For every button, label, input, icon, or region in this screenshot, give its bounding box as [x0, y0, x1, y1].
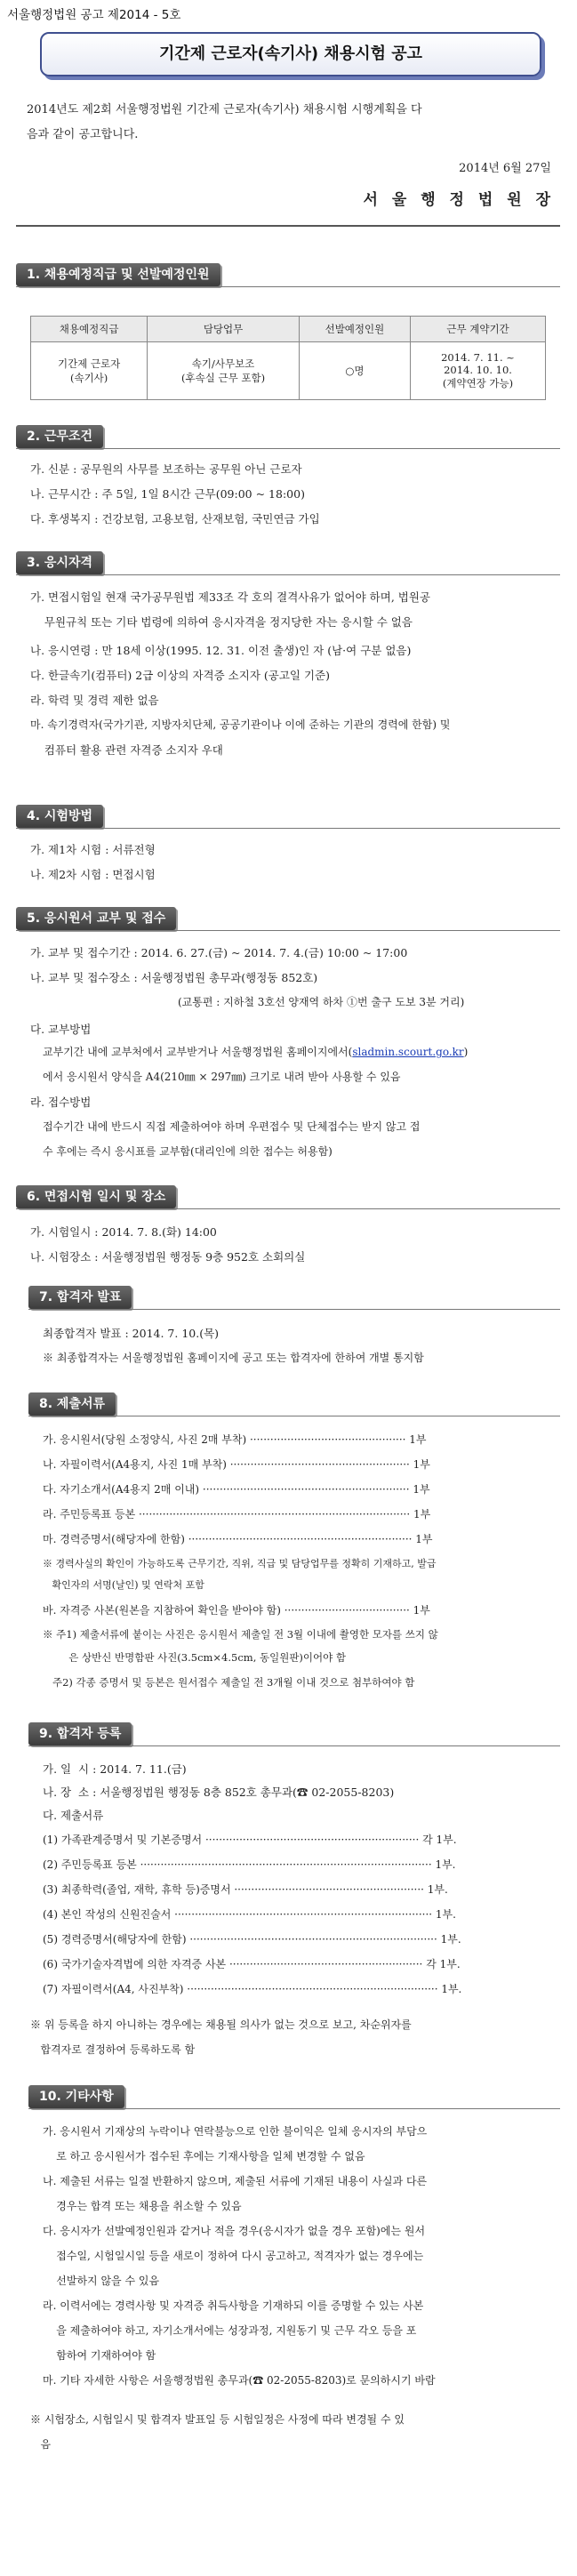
text-line: 합격자로 결정하여 등록하도록 함: [30, 2043, 196, 2056]
table-header: 담당업무: [148, 317, 300, 342]
text-line: (3) 최종학력(졸업, 재학, 휴학 등)증명서 ························································ 1부.: [43, 1883, 448, 1896]
text-line: 나. 교부 및 접수장소 : 서울행정법원 총무과(행정동 852호): [30, 971, 318, 984]
notice-title: 기간제 근로자(속기사) 채용시험 공고: [40, 32, 541, 76]
table-header: 채용예정직급: [31, 317, 148, 342]
text-line: 라. 이력서에는 경력사항 및 자격증 취득사항을 기재하되 이를 증명할 수 있는 사본: [43, 2299, 424, 2312]
divider: [16, 1208, 560, 1209]
text-line: ※ 경력사실의 확인이 가능하도록 근무기간, 직위, 직급 및 담당업무를 정확히 기재하고, 발급: [43, 1558, 437, 1569]
section-5-heading: 5. 응시원서 교부 및 접수: [16, 907, 176, 930]
text-line: 선발하지 않을 수 있음: [43, 2275, 160, 2287]
notice-date: 2014년 6월 27일: [459, 162, 551, 175]
issuer: 서 울 행 정 법 원 장: [363, 191, 555, 209]
text-line: 무원규칙 또는 기타 법령에 의하여 응시자격을 정지당한 자는 응시할 수 없음: [30, 615, 413, 629]
table-header: 선발예정인원: [299, 317, 410, 342]
text-line: 접수일, 시험일시일 등을 새로이 정하여 다시 공고하고, 적격자가 없는 경우에는: [43, 2250, 424, 2262]
text-line: 마. 기타 자세한 사항은 서울행정법원 총무과(☎ 02-2055-8203)로 문의하시기 바람: [43, 2374, 436, 2387]
section-8-heading: 8. 제출서류: [28, 1392, 116, 1416]
text-line: 에서 응시원서 양식을 A4(210㎜ × 297㎜) 크기로 내려 받아 사용할 수 있음: [43, 1071, 401, 1083]
text-line: 바. 자격증 사본(원본을 지참하여 확인을 받아야 함) ····································· 1부: [43, 1604, 430, 1617]
divider: [28, 2108, 560, 2109]
text-line: 마. 경력증명서(해당자에 한함) ·································································· 1부: [43, 1533, 433, 1545]
text-line: 가. 교부 및 접수기간 : 2014. 6. 27.(금) ~ 2014. 7. 4.(금) 10:00 ~ 17:00: [30, 946, 408, 959]
table-cell: 기간제 근로자 (속기사): [31, 342, 148, 400]
text-line: ※ 최종합격자는 서울행정법원 홈페이지에 공고 또는 합격자에 한하여 개별 통지함: [43, 1352, 424, 1364]
text-line: 가. 응시원서(당원 소정양식, 사진 2매 부착) ·············································· 1부: [43, 1433, 427, 1446]
text-line: 나. 근무시간 : 주 5일, 1일 8시간 근무(09:00 ~ 18:00): [30, 487, 305, 501]
table-header: 근무 계약기간: [411, 317, 546, 342]
text-line: 경우는 합격 또는 채용을 취소할 수 있음: [43, 2200, 242, 2212]
text-line: (6) 국가기술자격법에 의한 자격증 사본 ························································· 각 1부.: [43, 1958, 461, 1970]
text-line: 은 상반신 반명함판 사진(3.5cm×4.5cm, 동일원판)이어야 함: [43, 1651, 347, 1664]
text-line: 나. 제2차 시험 : 면접시험: [30, 868, 156, 881]
text-span: 교부기간 내에 교부처에서 교부받거나 서울행정법원 홈페이지에서(: [43, 1046, 353, 1058]
text-line: 로 하고 응시원서가 접수된 후에는 기재사항을 일체 변경할 수 없음: [43, 2150, 365, 2163]
text-line: 나. 장 소 : 서울행정법원 행정동 8층 852호 총무과(☎ 02-2055-8203): [43, 1786, 395, 1799]
text-line: (5) 경력증명서(해당자에 한함) ········································································· 1부.: [43, 1933, 461, 1946]
notice-number: 서울행정법원 공고 제2014 - 5호: [7, 8, 181, 22]
text-line: 다. 후생복지 : 건강보험, 고용보험, 산재보험, 국민연금 가입: [30, 512, 320, 526]
divider: [16, 448, 560, 449]
section-10-heading: 10. 기타사항: [28, 2085, 124, 2108]
text-line: 마. 속기경력자(국가기관, 지방자치단체, 공공기관이나 이에 준하는 기관의 경력에 한함) 및: [30, 718, 451, 731]
text-line: 컴퓨터 활용 관련 자격증 소지자 우대: [30, 743, 223, 757]
text-line: 다. 한글속기(컴퓨터) 2급 이상의 자격증 소지자 (공고일 기준): [30, 669, 330, 682]
divider: [16, 828, 560, 829]
divider: [28, 1745, 560, 1746]
text-line: ※ 시험장소, 시험일시 및 합격자 발표일 등 시험일정은 사정에 따라 변경될 수 있: [30, 2413, 405, 2426]
text-line: 다. 제출서류: [43, 1809, 104, 1822]
text-line: 최종합격자 발표 : 2014. 7. 10.(목): [43, 1327, 220, 1340]
text-line: 다. 응시자가 선발예정인원과 같거나 적을 경우(응시자가 없을 경우 포함)에는 원서: [43, 2225, 426, 2237]
text-line: 을 제출하여야 하고, 자기소개서에는 성장과정, 지원동기 및 근무 각오 등을 포: [43, 2324, 417, 2337]
intro-line: 2014년도 제2회 서울행정법원 기간제 근로자(속기사) 채용시험 시행계획을 다: [27, 103, 422, 116]
text-line: 주2) 각종 증명서 및 등본은 원서접수 제출일 전 3개월 이내 것으로 첨부하여야 함: [43, 1676, 415, 1689]
text-line: 라. 접수방법: [30, 1095, 92, 1109]
text-line: 라. 학력 및 경력 제한 없음: [30, 694, 159, 707]
table-cell: ○명: [299, 342, 410, 400]
section-7-heading: 7. 합격자 발표: [28, 1286, 132, 1309]
text-line: 라. 주민등록표 등본 ················································································ 1부: [43, 1508, 431, 1521]
divider: [16, 930, 560, 931]
text-line: 가. 제1차 시험 : 서류전형: [30, 843, 156, 856]
text-line: (4) 본인 작성의 신원진술서 ············································································ 1부.: [43, 1908, 456, 1921]
section-4-heading: 4. 시험방법: [16, 805, 103, 828]
divider: [28, 1309, 560, 1310]
text-line: 가. 응시원서 기재상의 누락이나 연락불능으로 인한 불이익은 일체 응시자의 부담으: [43, 2125, 428, 2138]
text-line: (2) 주민등록표 등본 ······················································································ 1부.: [43, 1858, 456, 1871]
section-9-heading: 9. 합격자 등록: [28, 1722, 132, 1745]
text-line: 가. 면접시험일 현재 국가공무원법 제33조 각 호의 결격사유가 없어야 하며, 법원공: [30, 590, 430, 604]
text-line: (1) 가족관계증명서 및 기본증명서 ······························································· 각 1부.: [43, 1834, 457, 1846]
section-3-heading: 3. 응시자격: [16, 551, 103, 574]
text-line: 가. 일 시 : 2014. 7. 11.(금): [43, 1762, 187, 1776]
section-2-heading: 2. 근무조건: [16, 425, 103, 448]
divider: [16, 574, 560, 575]
intro-line: 음과 같이 공고합니다.: [27, 128, 139, 141]
text-line: 나. 응시연령 : 만 18세 이상(1995. 12. 31. 이전 출생)인 자 (남·여 구분 없음): [30, 644, 412, 657]
intro-paragraph: [27, 98, 551, 148]
text-line: 다. 자기소개서(A4용지 2매 이내) ····························································· 1부: [43, 1483, 430, 1496]
text-line: 나. 제출된 서류는 일절 반환하지 않으며, 제출된 서류에 기재된 내용이 사실과 다른: [43, 2175, 428, 2187]
divider: [16, 225, 560, 227]
text-line: 가. 신분 : 공무원의 사무를 보조하는 공무원 아닌 근로자: [30, 462, 302, 476]
homepage-link[interactable]: sladmin.scourt.go.kr: [352, 1046, 464, 1058]
text-line: (교통편 : 지하철 3호선 양재역 하차 ①번 출구 도보 3분 거리): [178, 996, 465, 1008]
text-line: 함하여 기재하여야 함: [43, 2349, 156, 2362]
text-line: 수 후에는 즉시 응시표를 교부함(대리인에 의한 접수는 허용함): [43, 1145, 333, 1158]
table-cell: 속기/사무보조 (후속실 근무 포함): [148, 342, 300, 400]
text-line: 확인자의 서명(날인) 및 연락처 포함: [43, 1579, 204, 1591]
text-line: [43, 1044, 468, 1059]
section-1-heading: 1. 채용예정직급 및 선발예정인원: [16, 263, 220, 286]
text-line: 접수기간 내에 반드시 직접 제출하여야 하며 우편접수 및 단체접수는 받지 않고 접: [43, 1120, 421, 1133]
job-table: [30, 316, 546, 400]
text-line: 음: [30, 2438, 52, 2451]
section-6-heading: 6. 면접시험 일시 및 장소: [16, 1185, 176, 1208]
divider: [16, 286, 560, 287]
text-line: ※ 위 등록을 하지 아니하는 경우에는 채용될 의사가 없는 것으로 보고, 차순위자를: [30, 2018, 412, 2031]
text-line: 다. 교부방법: [30, 1023, 92, 1036]
text-span: ): [463, 1046, 469, 1058]
text-line: (7) 자필이력서(A4, 사진부착) ·········································································· 1부.: [43, 1983, 462, 1995]
table-cell: 2014. 7. 11. ~ 2014. 10. 10. (계약연장 가능): [411, 342, 546, 400]
text-line: ※ 주1) 제출서류에 붙이는 사진은 응시원서 제출일 전 3월 이내에 촬영한 모자를 쓰지 않: [43, 1628, 438, 1641]
text-line: 나. 시험장소 : 서울행정법원 행정동 9층 952호 소회의실: [30, 1250, 306, 1264]
text-line: 가. 시험일시 : 2014. 7. 8.(화) 14:00: [30, 1225, 217, 1239]
text-line: 나. 자필이력서(A4용지, 사진 1매 부착) ····················································· 1부: [43, 1458, 430, 1471]
